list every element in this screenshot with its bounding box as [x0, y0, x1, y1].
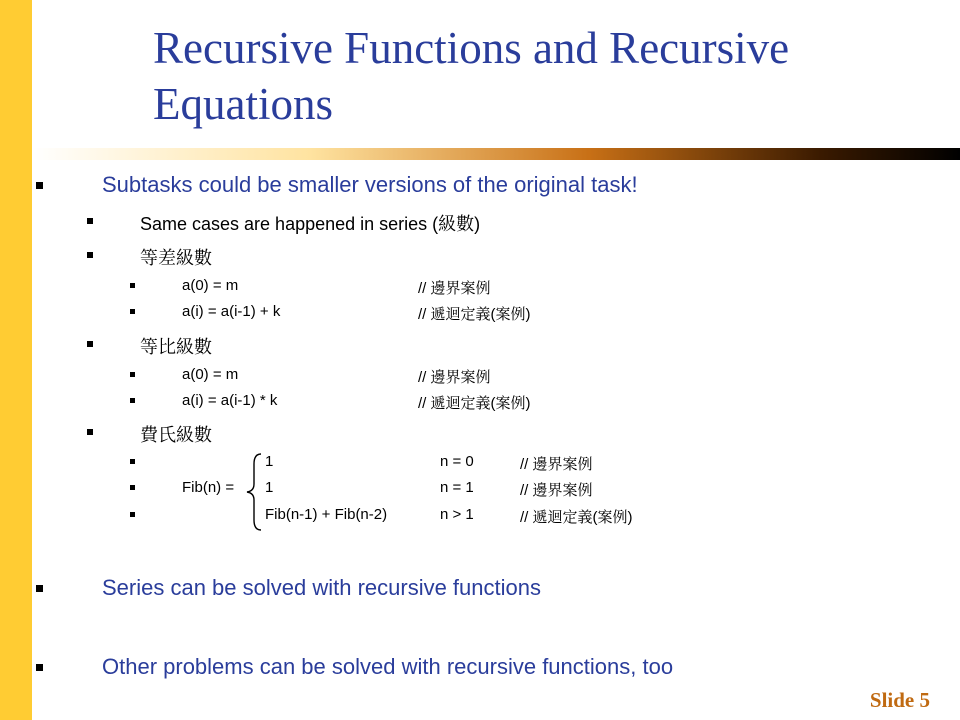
fib-label: Fib(n) =	[182, 479, 235, 496]
fib-case-value: 1	[265, 453, 274, 470]
bullet-square-icon	[130, 512, 135, 517]
bullet-square-icon	[130, 398, 135, 403]
bullet-square-icon	[87, 341, 93, 347]
bullet-square-icon	[130, 283, 135, 288]
fib-case-value: 1	[265, 479, 274, 496]
fib-case-value: Fib(n-1) + Fib(n-2)	[265, 506, 388, 523]
bullet-text: Other problems can be solved with recursive functions, too	[102, 654, 674, 679]
fib-case-condition: n > 1	[440, 506, 474, 523]
bullet-text: 等比級數	[140, 337, 212, 357]
bullet-square-icon	[130, 309, 135, 314]
bullet-text: 費氏級數	[140, 425, 212, 445]
bullet-square-icon	[36, 182, 43, 189]
formula-expression: a(0) = m	[182, 366, 239, 383]
title-underline-gradient	[32, 148, 960, 160]
slide-title: Recursive Functions and Recursive Equations	[153, 23, 790, 129]
bullet-square-icon	[130, 485, 135, 490]
fib-case-comment: // 邊界案例	[520, 456, 593, 473]
bullet-text: 等差級數	[140, 248, 212, 268]
bullet-text: Series can be solved with recursive functions	[102, 575, 541, 600]
bullet-square-icon	[87, 218, 93, 224]
bullet-square-icon	[36, 585, 43, 592]
formula-comment: // 遞迴定義(案例)	[418, 395, 531, 412]
bullet-square-icon	[130, 372, 135, 377]
formula-expression: a(i) = a(i-1) + k	[182, 303, 281, 320]
bullet-square-icon	[87, 252, 93, 258]
bullet-square-icon	[130, 459, 135, 464]
formula-expression: a(0) = m	[182, 277, 239, 294]
formula-comment: // 邊界案例	[418, 280, 491, 297]
formula-comment: // 邊界案例	[418, 369, 491, 386]
fib-case-comment: // 邊界案例	[520, 482, 593, 499]
formula-comment: // 遞迴定義(案例)	[418, 306, 531, 323]
left-accent-bar	[0, 0, 32, 720]
bullet-square-icon	[87, 429, 93, 435]
bullet-square-icon	[36, 664, 43, 671]
left-brace-icon	[245, 452, 263, 532]
bullet-text: Subtasks could be smaller versions of the original task!	[102, 172, 638, 197]
formula-expression: a(i) = a(i-1) * k	[182, 392, 278, 409]
fib-case-comment: // 遞迴定義(案例)	[520, 509, 633, 526]
slide-number-label: Slide 5	[869, 688, 930, 712]
fib-case-condition: n = 1	[440, 479, 474, 496]
fib-case-condition: n = 0	[440, 453, 474, 470]
bullet-text: Same cases are happened in series (級數)	[140, 214, 481, 234]
